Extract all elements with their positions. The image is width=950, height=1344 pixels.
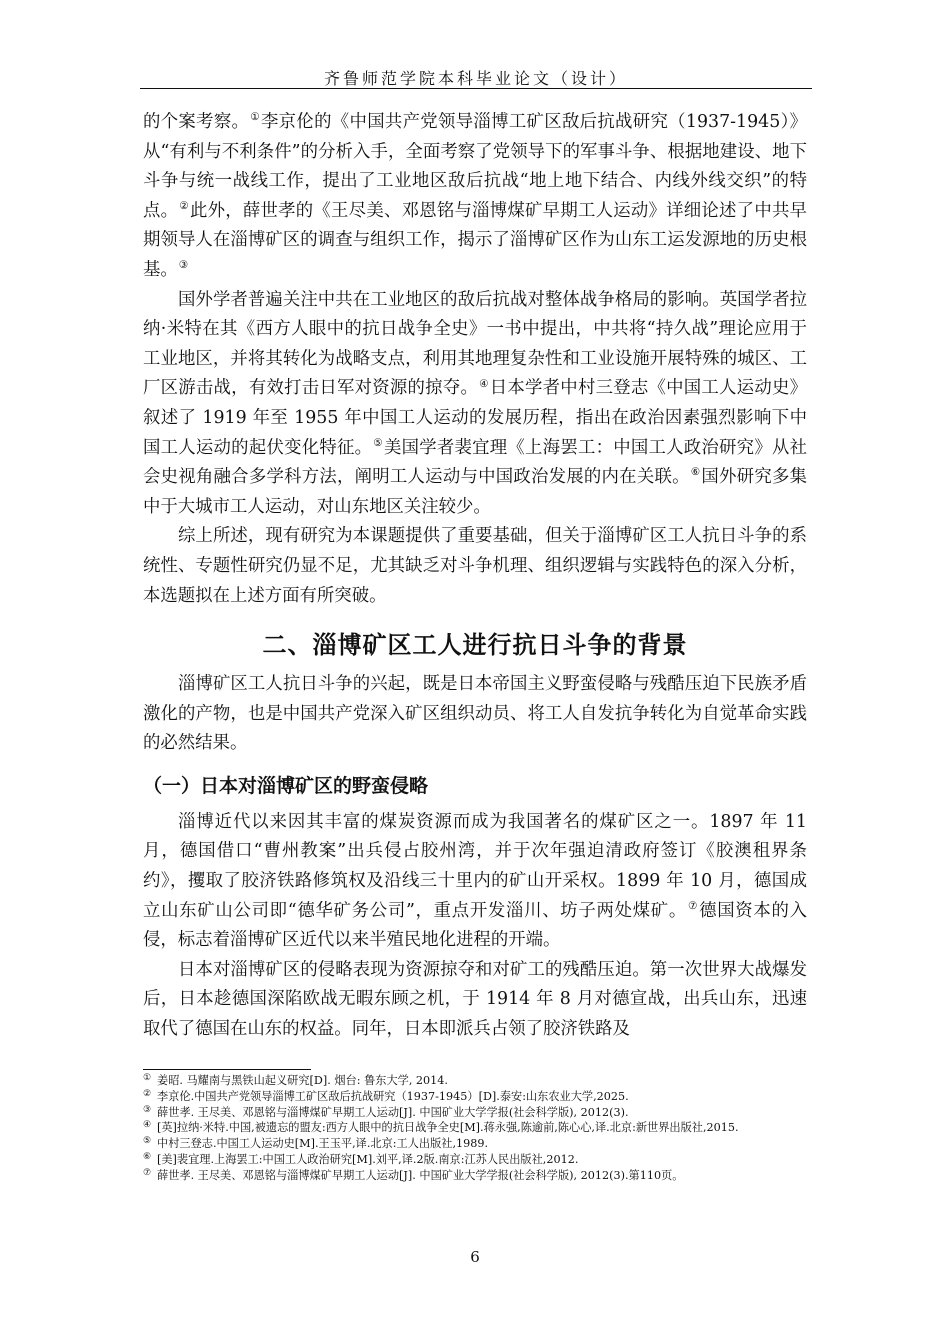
text-run: 淄博近代以来因其丰富的煤炭资源而成为我国著名的煤矿区之一。1897 年 11 月，德国借口“曹州教案”出兵侵占胶州湾，并于次年强迫清政府签订《胶澳租界条约》，攫取了胶济铁路修筑权及沿线三十里内的矿山开采权。1899 年 10 月，德国成立山东矿山公司即“德华矿务公司”，重点开发淄川、坊子两处煤矿。	[143, 811, 807, 921]
footnote-text: [美]裴宜理.上海罢工:中国工人政治研究[M].刘平,译.2版.南京:江苏人民出版社,2012.	[157, 1152, 579, 1166]
footnote-mark: ⑤	[143, 1136, 152, 1147]
footnote-ref-7[interactable]: ⑦	[687, 899, 699, 912]
footnote-mark: ③	[143, 1104, 152, 1115]
body-text	[143, 108, 807, 1045]
footnote-ref-3[interactable]: ③	[178, 259, 189, 272]
paragraph-literature-domestic	[143, 108, 807, 286]
footnote-text: 中村三登志.中国工人运动史[M].王玉平,译.北京:工人出版社,1989.	[157, 1137, 489, 1151]
subsection-heading: （一）日本对淄博矿区的野蛮侵略	[143, 774, 429, 797]
footnote-item	[143, 1073, 807, 1089]
footnote-ref-6[interactable]: ⑥	[690, 466, 701, 479]
footnote-item	[143, 1089, 807, 1105]
text-run: 此外，薛世孝的《王尽美、邓恩铭与淄博煤矿早期工人运动》详细论述了中共早期领导人在淄博矿区的调查与组织工作，揭示了淄博矿区作为山东工运发源地的历史根基。	[143, 200, 807, 280]
footnote-text: [英]拉纳·米特.中国,被遗忘的盟友:西方人眼中的抗日战争全史[M].蒋永强,陈逾前,陈心心,译.北京:新世界出版社,2015.	[157, 1121, 739, 1135]
footnote-ref-2[interactable]: ②	[179, 199, 189, 212]
text-run: 德国资本的入侵，标志着淄博矿区近代以来半殖民地化进程的开端。	[143, 900, 807, 951]
footnote-separator	[143, 1069, 311, 1070]
paragraph-german-invasion	[143, 808, 807, 956]
paragraph-summary: 综上所述，现有研究为本课题提供了重要基础，但关于淄博矿区工人抗日斗争的系统性、专题性研究仍显不足，尤其缺乏对斗争机理、组织逻辑与实践特色的深入分析，本选题拟在上述方面有所突破。	[143, 526, 807, 606]
footnote-ref-5[interactable]: ⑤	[373, 436, 383, 449]
running-header: 齐鲁师范学院本科毕业论文（设计）	[323, 69, 628, 88]
footnote-item	[143, 1152, 807, 1168]
text-run: 李京伦的《中国共产党领导淄博工矿区敌后抗战研究（1937-1945）》从“有利与不利条件”的分析入手，全面考察了党领导下的军事斗争、根据地建设、地下斗争与统一战线工作，提出了工业地区敌后抗战“地上地下结合、内线外线交织”的特点。	[143, 112, 807, 221]
footnote-item	[143, 1168, 807, 1184]
footnote-item	[143, 1105, 807, 1121]
text-run: 国外研究多集中于大城市工人运动，对山东地区关注较少。	[143, 467, 807, 517]
footnote-item	[143, 1136, 807, 1152]
text-run: 日本学者中村三登志《中国工人运动史》叙述了 1919 年至 1955 年中国工人运动的发展历程，指出在政治因素强烈影响下中国工人运动的起伏变化特征。	[143, 378, 807, 458]
footnote-ref-4[interactable]: ④	[479, 377, 489, 390]
header-rule	[140, 88, 812, 89]
page-number: 6	[470, 1248, 480, 1266]
footnotes	[143, 1073, 807, 1184]
text-run: 国外学者普遍关注中共在工业地区的敌后抗战对整体战争格局的影响。英国学者拉纳·米特在其《西方人眼中的抗日战争全史》一书中提出，中共将“持久战”理论应用于工业地区，并将其转化为战略支点，利用其地理复杂性和工业设施开展特殊的城区、工厂区游击战，有效打击日军对资源的掠夺。	[143, 289, 807, 399]
footnote-mark: ①	[143, 1073, 152, 1083]
footnote-ref-1[interactable]: ①	[250, 111, 260, 124]
paragraph-literature-foreign	[143, 286, 807, 523]
footnote-text: 李京伦.中国共产党领导淄博工矿区敌后抗战研究（1937-1945）[D].泰安:山东农业大学,2025.	[157, 1089, 629, 1103]
footnote-text: 薛世孝. 王尽美、邓恩铭与淄博煤矿早期工人运动[J]. 中国矿业大学学报(社会科学版), 2012(3).	[157, 1105, 629, 1119]
footnote-mark: ②	[143, 1088, 152, 1099]
footnote-item	[143, 1120, 807, 1136]
footnote-mark: ⑦	[143, 1167, 152, 1178]
footnote-mark: ④	[143, 1120, 152, 1131]
text-run: 的个案考察。	[143, 112, 250, 132]
footnote-text: 薛世孝. 王尽美、邓恩铭与淄博煤矿早期工人运动[J]. 中国矿业大学学报(社会科学版), 2012(3).第110页。	[157, 1168, 684, 1182]
footnote-text: 姜昭. 马耀南与黑铁山起义研究[D]. 烟台: 鲁东大学, 2014.	[157, 1074, 448, 1087]
footnote-mark: ⑥	[143, 1151, 152, 1162]
paragraph-japanese-invasion: 日本对淄博矿区的侵略表现为资源掠夺和对矿工的残酷压迫。第一次世界大战爆发后，日本趁德国深陷欧战无暇东顾之机，于 1914 年 8 月对德宣战，出兵山东，迅速取代了德国在山东的权益。同年，日本即派兵占领了胶济铁路及	[143, 959, 807, 1040]
text-run: 美国学者裴宜理《上海罢工：中国工人政治研究》从社会史视角融合多学科方法，阐明工人运动与中国政治发展的内在关联。	[143, 437, 807, 488]
section-heading: 二、淄博矿区工人进行抗日斗争的背景	[262, 631, 688, 660]
paragraph-section-intro: 淄博矿区工人抗日斗争的兴起，既是日本帝国主义野蛮侵略与残酷压迫下民族矛盾激化的产物，也是中国共产党深入矿区组织动员、将工人自发抗争转化为自觉革命实践的必然结果。	[143, 674, 807, 754]
